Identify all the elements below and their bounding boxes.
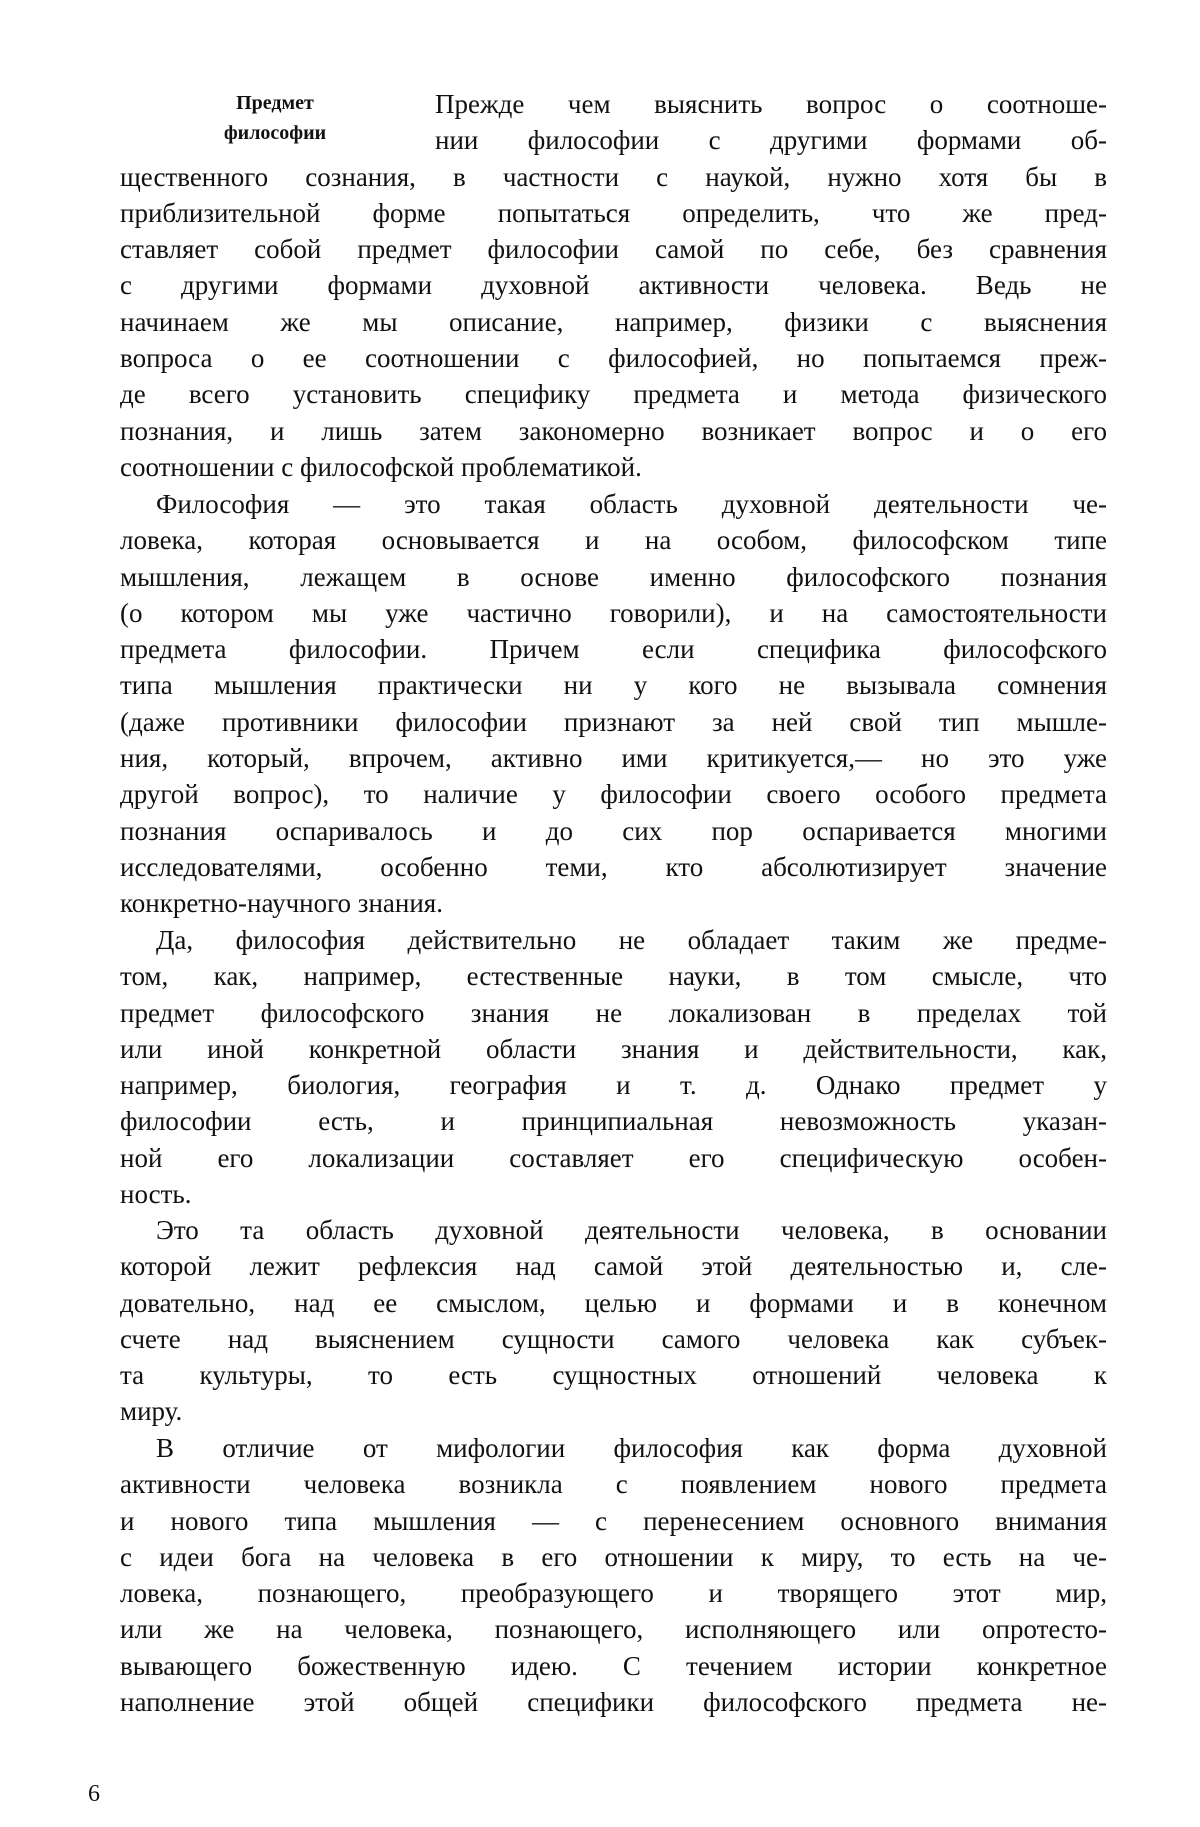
text-line: с идеи бога на человека в его отношении к миру, то есть на че-	[120, 1541, 1107, 1572]
text-line: с другими формами духовной активности человека. Ведь не	[120, 270, 1107, 301]
text-line: предмет философского знания не локализован в пределах той	[120, 997, 1107, 1028]
text-line: ловека, познающего, преобразующего и творящего этот мир,	[120, 1578, 1107, 1609]
page-number: 6	[88, 1781, 100, 1807]
text-line: В отличие от мифологии философия как форма духовной	[156, 1433, 1107, 1463]
text-line: конкретно-научного знания.	[120, 888, 443, 919]
text-line: познания оспаривалось и до сих пор оспаривается многими	[120, 815, 1107, 846]
section-heading-line-1: Предмет	[236, 92, 314, 114]
text-line: соотношении с философской проблематикой.	[120, 451, 642, 482]
text-line: и нового типа мышления — с перенесением основного внимания	[120, 1505, 1107, 1536]
text-line: ловека, которая основывается и на особом, философском типе	[120, 525, 1107, 556]
text-line: наполнение этой общей специфики философского предмета не-	[120, 1687, 1107, 1718]
text-line: или иной конкретной области знания и действительности, как,	[120, 1033, 1107, 1064]
text-line: (даже противники философии признают за ней свой тип мышле-	[120, 706, 1107, 737]
text-line: исследователями, особенно теми, кто абсолютизирует значение	[120, 851, 1107, 882]
text-line: Да, философия действительно не обладает таким же предме-	[156, 925, 1107, 955]
text-line: Это та область духовной деятельности человека, в основании	[156, 1215, 1107, 1245]
text-line: та культуры, то есть сущностных отношений человека к	[120, 1360, 1107, 1391]
paragraph-5	[120, 1430, 1107, 1720]
text-line: которой лежит рефлексия над самой этой деятельностью и, сле-	[120, 1251, 1107, 1282]
text-line: ния, который, впрочем, активно ими критикуется,— но это уже	[120, 743, 1107, 774]
text-line: щественного сознания, в частности с наукой, нужно хотя бы в	[120, 161, 1107, 192]
text-line: мышления, лежащем в основе именно философского познания	[120, 561, 1107, 592]
text-line: ной его локализации составляет его специфическую особен-	[120, 1142, 1107, 1173]
text-line: вопроса о ее соотношении с философией, но попытаемся преж-	[120, 343, 1107, 374]
text-line: начинаем же мы описание, например, физики с выяснения	[120, 306, 1107, 337]
text-line: философии есть, и принципиальная невозможность указан-	[120, 1106, 1107, 1137]
paragraph-2	[120, 486, 1107, 922]
text-line: довательно, над ее смыслом, целью и формами и в конечном	[120, 1287, 1107, 1318]
text-line: вывающего божественную идею. С течением истории конкретное	[120, 1650, 1107, 1681]
paragraph-3	[120, 922, 1107, 1212]
text-line: активности человека возникла с появлением нового предмета	[120, 1469, 1107, 1500]
text-line: счете над выяснением сущности самого человека как субъек-	[120, 1323, 1107, 1354]
text-line: предмета философии. Причем если специфика философского	[120, 634, 1107, 665]
section-heading-line-2: философии	[223, 122, 327, 144]
text-line: ность.	[120, 1179, 192, 1210]
text-line: приблизительной форме попытаться определить, что же пред-	[120, 197, 1107, 228]
text-line: или же на человека, познающего, исполняющего или опротесто-	[120, 1614, 1107, 1645]
text-line: типа мышления практически ни у кого не вызывала сомнения	[120, 670, 1107, 701]
text-line: нии философии с другими формами об-	[435, 125, 1107, 156]
text-line: Философия — это такая область духовной деятельности че-	[156, 489, 1107, 519]
text-line: познания, и лишь затем закономерно возникает вопрос и о его	[120, 415, 1107, 446]
text-line: Прежде чем выяснить вопрос о соотноше-	[435, 89, 1107, 119]
text-line: том, как, например, естественные науки, в том смысле, что	[120, 961, 1107, 992]
text-line: де всего установить специфику предмета и метода физического	[120, 379, 1107, 410]
text-line: миру.	[120, 1396, 183, 1427]
paragraph-1	[120, 86, 1107, 485]
text-line: ставляет собой предмет философии самой по себе, без сравнения	[120, 234, 1107, 265]
text-line: например, биология, география и т. д. Однако предмет у	[120, 1070, 1107, 1101]
text-line: другой вопрос), то наличие у философии своего особого предмета	[120, 779, 1107, 810]
paragraph-4	[120, 1212, 1107, 1430]
text-line: (о котором мы уже частично говорили), и на самостоятельности	[120, 597, 1107, 628]
